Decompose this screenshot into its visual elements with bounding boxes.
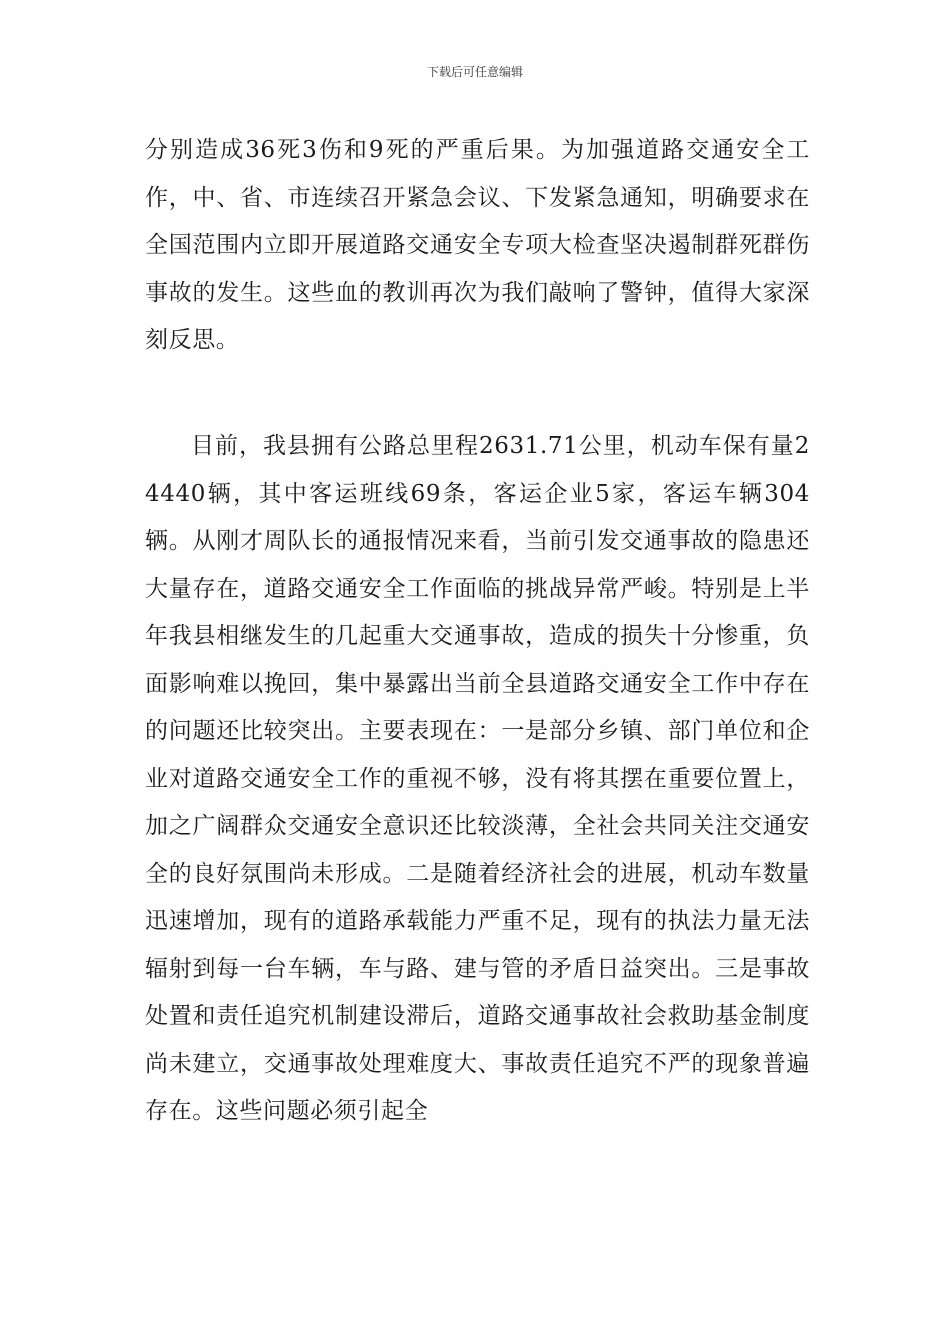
page-header: 下载后可任意编辑 (426, 65, 523, 79)
paragraph-2: 目前，我县拥有公路总里程2631.71公里，机动车保有量24440辆，其中客运班线69条，客运企业5家，客运车辆304辆。从刚才周队长的通报情况来看，当前引发交通事故的隐患还大量存在，道路交通安全工作面临的挑战异常严峻。特别是上半年我县相继发生的几起重大交通事故，造成的损失十分惨重，负面影响难以挽回，集中暴露出当前全县道路交通安全工作中存在的问题还比较突出。主要表现在：一是部分乡镇、部门单位和企业对道路交通安全工作的重视不够，没有将其摆在重要位置上，加之广阔群众交通安全意识还比较淡薄，全社会共同关注交通安全的良好氛围尚未形成。二是随着经济社会的进展，机动车数量迅速增加，现有的道路承载能力严重不足，现有的执法力量无法辐射到每一台车辆，车与路、建与管的矛盾日益突出。三是事故处置和责任追究机制建设滞后，道路交通事故社会救助基金制度尚未建立，交通事故处理难度大、事故责任追究不严的现象普遍存在。这些问题必须引起全 (145, 433, 810, 1124)
paragraph-1: 分别造成36死3伤和9死的严重后果。为加强道路交通安全工作，中、省、市连续召开紧急会议、下发紧急通知，明确要求在全国范围内立即开展道路交通安全专项大检查坚决遏制群死群伤事故的发生。这些血的教训再次为我们敲响了警钟，值得大家深刻反思。 (145, 137, 810, 353)
